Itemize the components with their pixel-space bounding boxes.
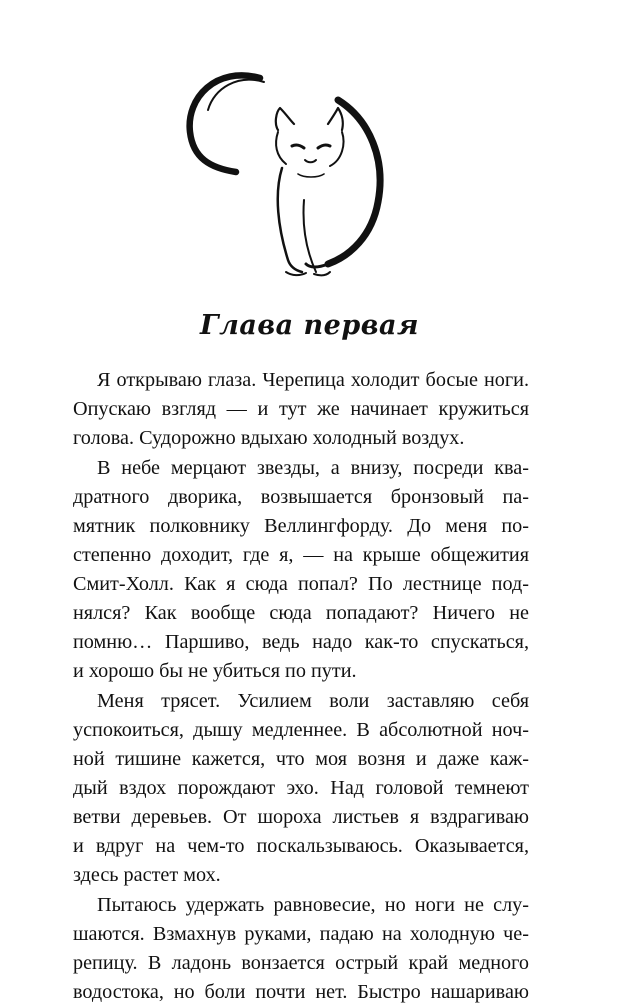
paragraph-2 (73, 454, 529, 686)
text-line: и хорошо бы не убиться по пути. (73, 660, 357, 682)
paragraph-3 (73, 687, 529, 890)
body-text (73, 366, 529, 1007)
text-line: успокоиться, дышу медленнее. В абсолютной ноч- (73, 719, 529, 741)
text-line: голова. Судорожно вдыхаю холодный воздух. (73, 427, 465, 449)
text-line: дый вздох порождают эхо. Над головой темнеют (73, 777, 529, 799)
text-line: Смит-Холл. Как я сюда попал? По лестнице под- (73, 573, 529, 595)
text-line: мятник полковнику Веллингфорду. До меня по- (73, 515, 529, 537)
text-line: нялся? Как вообще сюда попадают? Ничего не (73, 602, 529, 624)
text-line: дратного дворика, возвышается бронзовый па- (73, 486, 529, 508)
text-line: ветви деревьев. От шороха листьев я вздрагиваю (73, 806, 529, 828)
text-line: здесь растет мох. (73, 864, 221, 886)
cat-silhouette-icon (178, 60, 398, 290)
text-line: ной тишине кажется, что моя возня и даже каж- (73, 748, 529, 770)
text-line: Опускаю взгляд — и тут же начинает кружиться (73, 398, 529, 420)
text-line: шаются. Взмахнув руками, падаю на холодную че- (73, 923, 529, 945)
text-line: В небе мерцают звезды, а внизу, посреди ква- (97, 457, 529, 479)
text-line: и вдруг на чем-то поскальзываюсь. Оказывается, (73, 835, 529, 857)
text-line: степенно доходит, где я, — на крыше общежития (73, 544, 529, 566)
text-line: помню… Паршиво, ведь надо как-то спускаться, (73, 631, 529, 653)
text-line: Меня трясет. Усилием воли заставляю себя (97, 690, 529, 712)
paragraph-1 (73, 366, 529, 453)
chapter-title: Глава первая (200, 310, 419, 341)
text-line: репицу. В ладонь вонзается острый край медного (73, 952, 529, 974)
text-line: водостока, но боли почти нет. Быстро нашариваю (73, 981, 529, 1003)
text-line: Пытаюсь удержать равновесие, но ноги не слу- (97, 894, 529, 916)
paragraph-4 (73, 891, 529, 1007)
text-line: Я открываю глаза. Черепица холодит босые ноги. (97, 369, 529, 391)
